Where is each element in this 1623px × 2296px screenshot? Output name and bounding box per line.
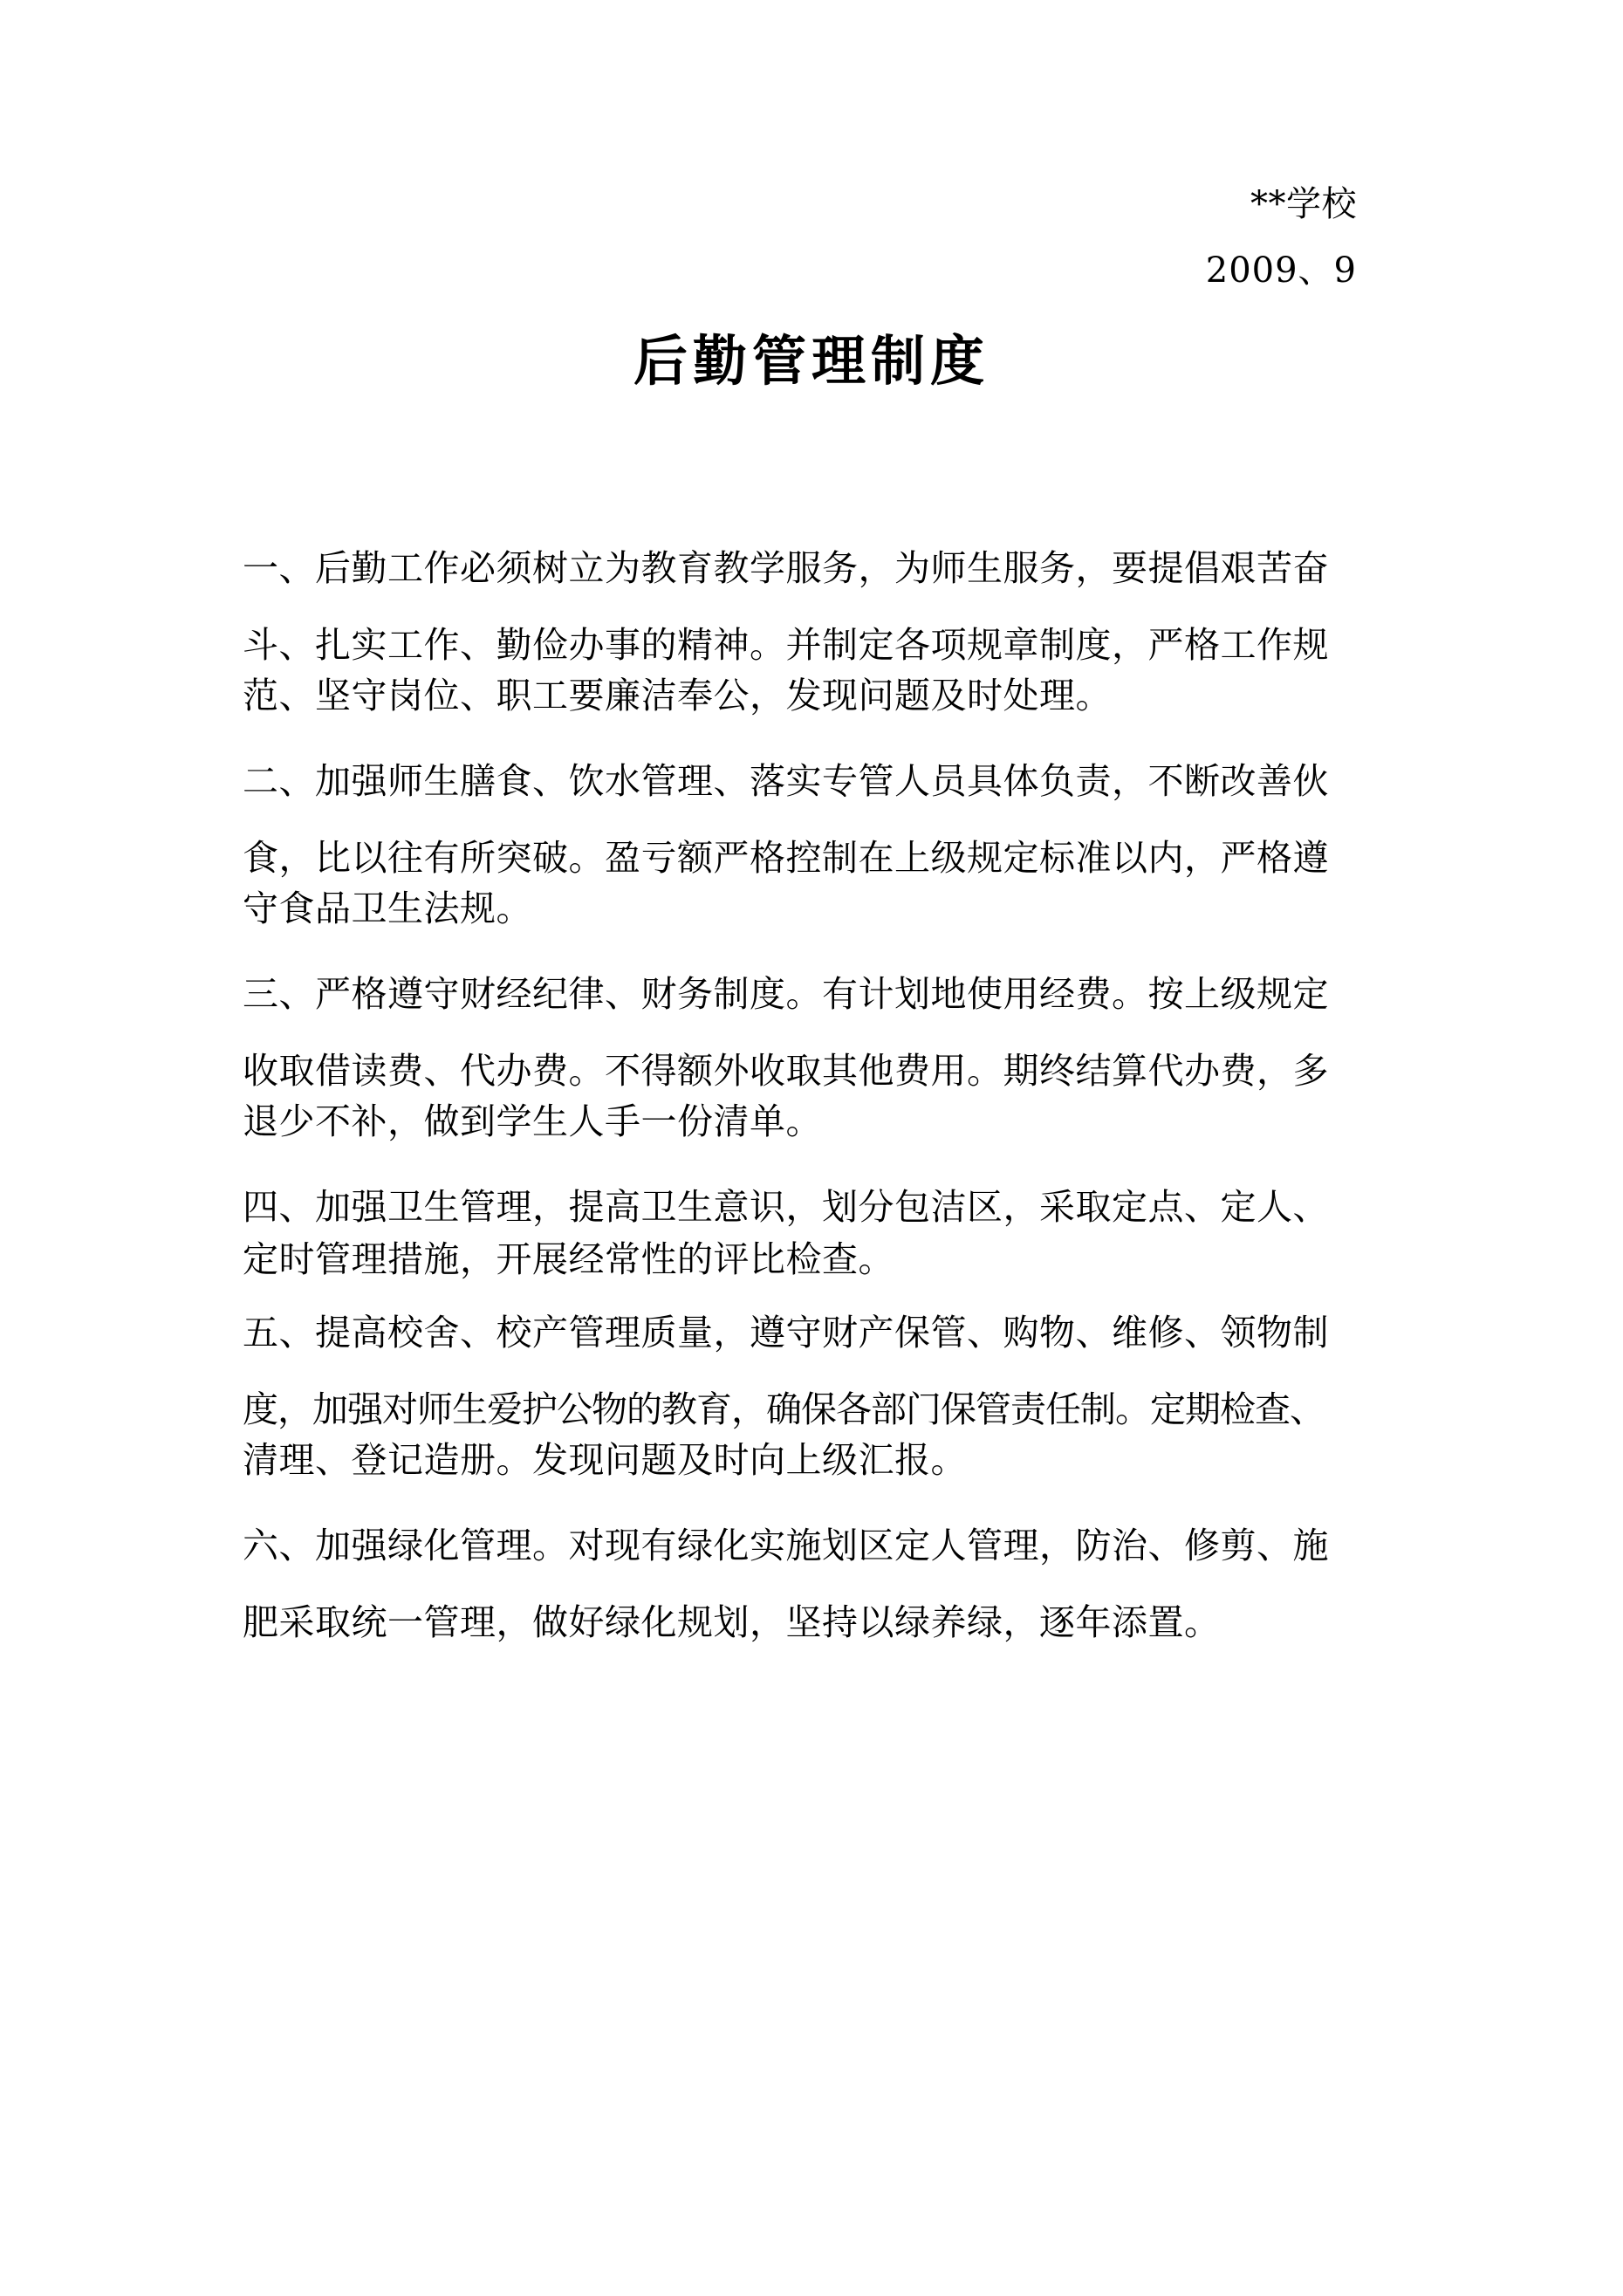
clause-4	[243, 1182, 1386, 1285]
clause-1-line-1: 一、后勤工作必须树立为教育教学服务，为师生服务，要提倡艰苦奋	[243, 547, 1329, 589]
clause-1	[243, 543, 1386, 721]
clause-1-line-2: 斗、扎实工作、勤俭办事的精神。并制定各项规章制度，严格工作规	[243, 624, 1329, 666]
clause-6-line-1: 六、加强绿化管理。对现有绿化实施划区定人管理，防治、修剪、施	[243, 1525, 1329, 1566]
clause-4-line-1: 四、加强卫生管理，提高卫生意识，划分包洁区，采取定点、定人、	[243, 1186, 1329, 1228]
clause-3	[243, 969, 1386, 1147]
clause-6-line-2: 肥采取统一管理，做好绿化规划，坚持以绿养绿，逐年添置。	[243, 1601, 1221, 1643]
clause-6	[243, 1520, 1386, 1648]
page-title: 后勤管理制度	[633, 329, 990, 393]
document-date: 2009、9	[1205, 250, 1357, 291]
clause-1-line-3: 范、坚守岗位、职工要廉洁奉公，发现问题及时处理。	[243, 675, 1112, 716]
clause-5-line-1: 五、提高校舍、校产管理质量，遵守财产保管、购物、维修、领物制	[243, 1312, 1329, 1354]
document-header	[0, 171, 1357, 304]
clause-3-line-1: 三、严格遵守财经纪律、财务制度。有计划地使用经费。按上级规定	[243, 973, 1329, 1015]
clause-3-line-2: 收取借读费、代办费。不得额外收取其他费用。期终结算代办费，多	[243, 1050, 1329, 1092]
clause-3-line-3: 退少不补，做到学生人手一份清单。	[243, 1100, 822, 1142]
clause-5	[243, 1307, 1386, 1485]
clause-2-line-1: 二、加强师生膳食、饮水管理、落实专管人员具体负责，不断改善伙	[243, 760, 1329, 802]
clause-4-line-2: 定时管理措施，开展经常性的评比检查。	[243, 1238, 894, 1280]
clause-2-line-3: 守食品卫生法规。	[243, 888, 532, 929]
organization-name: **学校	[1250, 184, 1357, 224]
clause-2-line-2: 食，比以往有所突破。盈亏额严格控制在上级规定标准以内，严格遵	[243, 837, 1329, 879]
document-body	[243, 543, 1386, 1660]
clause-2	[243, 756, 1386, 934]
clause-5-line-3: 清理、登记造册。发现问题及时向上级汇报。	[243, 1439, 967, 1481]
clause-5-line-2: 度，加强对师生爱护公物的教育，确保各部门保管责任制。定期检查、	[243, 1388, 1325, 1430]
